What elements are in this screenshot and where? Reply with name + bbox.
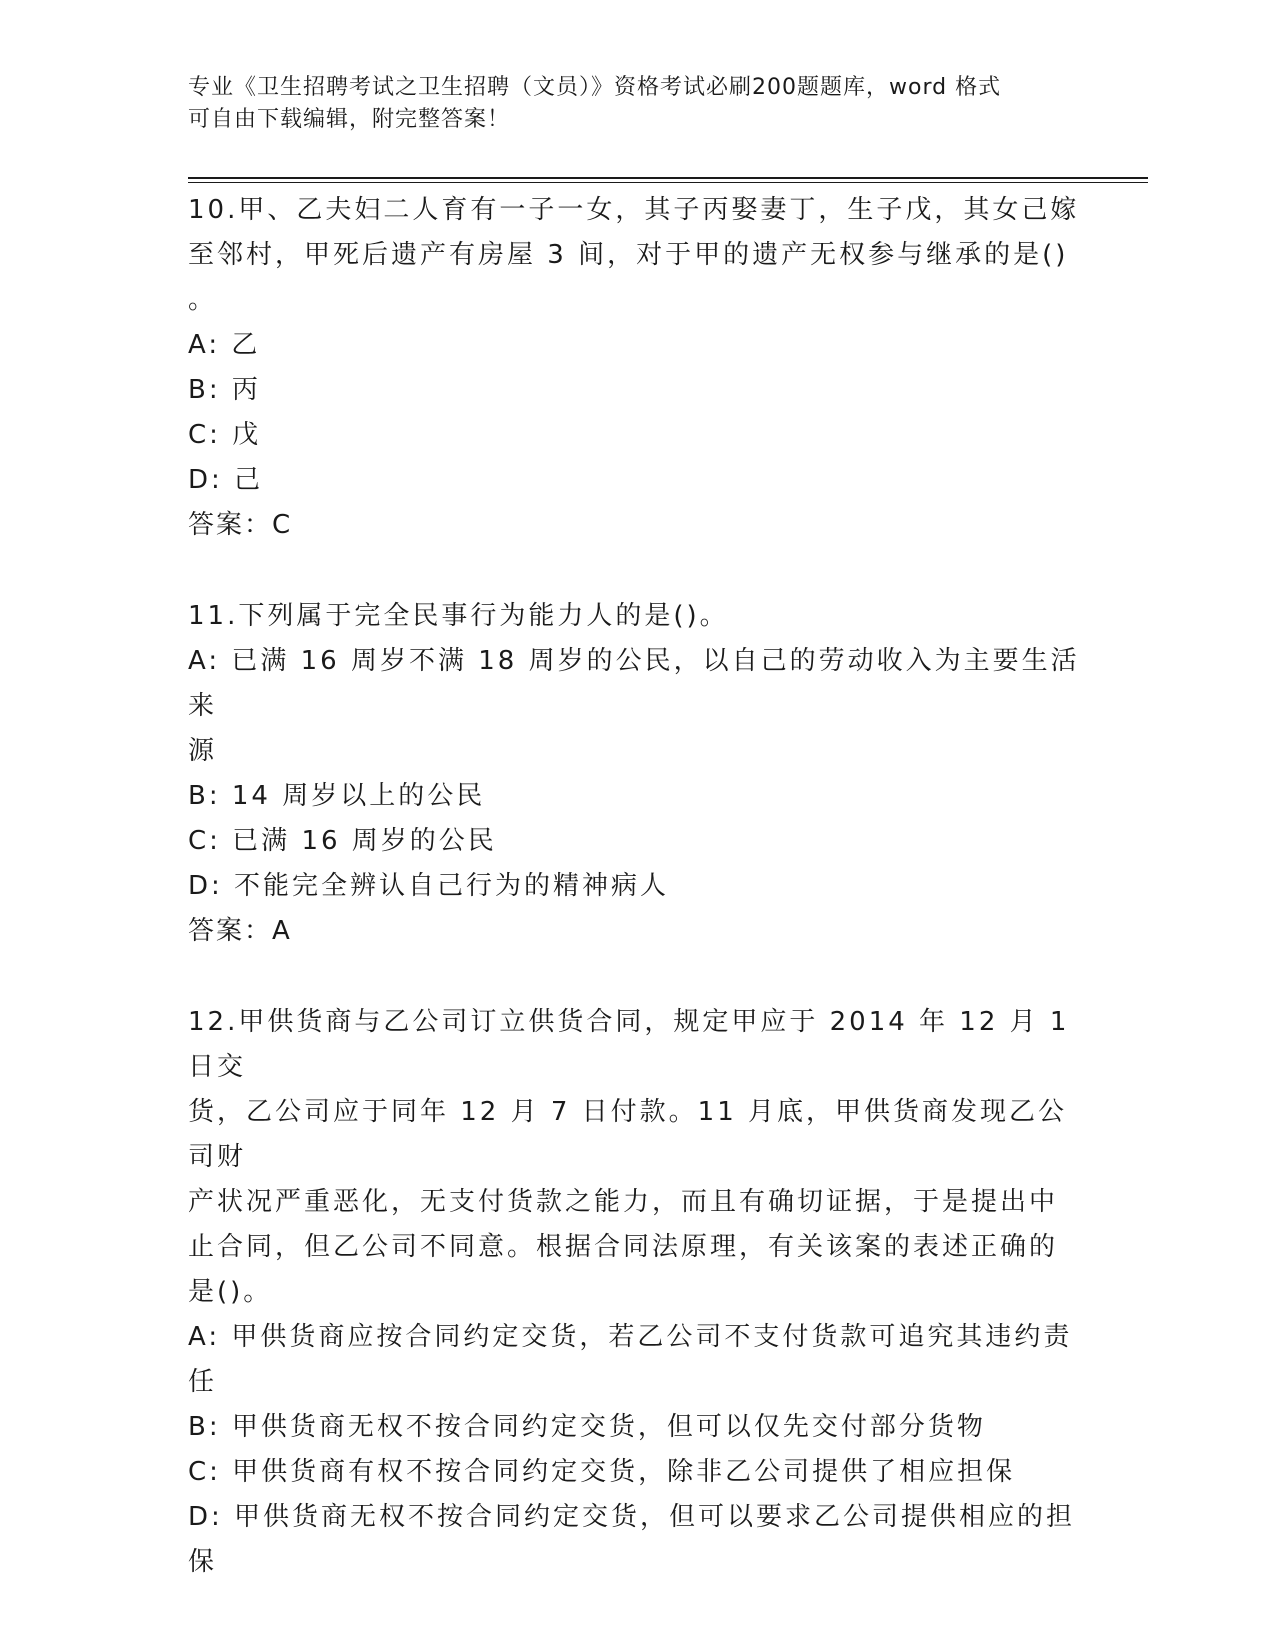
- document-header: [188, 72, 1068, 136]
- option-a-continued: 任: [188, 1367, 218, 1397]
- option-d-continued: 保: [188, 1547, 218, 1577]
- question-list: [188, 188, 1088, 1631]
- option-b: B: 丙: [188, 375, 261, 405]
- question-text-line: 是()。: [188, 1277, 273, 1307]
- option-b: B: 甲供货商无权不按合同约定交货，但可以仅先交付部分货物: [188, 1412, 986, 1442]
- option-a: A: 甲供货商应按合同约定交货，若乙公司不支付货款可追究其违约责: [188, 1322, 1073, 1352]
- question-text-line: 至邻村，甲死后遗产有房屋 3 间，对于甲的遗产无权参与继承的是(): [188, 240, 1069, 270]
- question-text-line: 货，乙公司应于同年 12 月 7 日付款。11 月底，甲供货商发现乙公司财: [188, 1097, 1068, 1172]
- header-rule: [188, 177, 1148, 179]
- option-a: A: 已满 16 周岁不满 18 周岁的公民，以自己的劳动收入为主要生活来: [188, 646, 1080, 721]
- answer: 答案：C: [188, 510, 293, 540]
- option-c: C: 已满 16 周岁的公民: [188, 826, 497, 856]
- option-a: A: 乙: [188, 330, 261, 360]
- question-text-line: 产状况严重恶化，无支付货款之能力，而且有确切证据，于是提出中: [188, 1187, 1059, 1217]
- option-c: C: 戊: [188, 420, 262, 450]
- option-d: D: 己: [188, 465, 264, 495]
- question-11: [188, 594, 1088, 954]
- question-text-line: 。: [188, 285, 218, 315]
- option-d: D: 甲供货商无权不按合同约定交货，但可以要求乙公司提供相应的担: [188, 1502, 1076, 1532]
- header-line-1: 专业《卫生招聘考试之卫生招聘（文员）》资格考试必刷200题题库，word 格式: [188, 75, 1002, 100]
- option-a-continued: 源: [188, 736, 218, 766]
- question-text-line: 11.下列属于完全民事行为能力人的是()。: [188, 601, 729, 631]
- answer: 答案：A: [188, 916, 292, 946]
- question-10: [188, 188, 1088, 548]
- option-b: B: 14 周岁以上的公民: [188, 781, 486, 811]
- question-text-line: 12.甲供货商与乙公司订立供货合同，规定甲应于 2014 年 12 月 1 日交: [188, 1007, 1070, 1082]
- question-text-line: 止合同，但乙公司不同意。根据合同法原理，有关该案的表述正确的: [188, 1232, 1059, 1262]
- header-line-2: 可自由下载编辑，附完整答案！: [188, 107, 511, 132]
- option-c: C: 甲供货商有权不按合同约定交货，除非乙公司提供了相应担保: [188, 1457, 1016, 1487]
- header-rule-secondary: [188, 182, 1148, 183]
- question-text-line: 10.甲、乙夫妇二人育有一子一女，其子丙娶妻丁，生子戊，其女己嫁: [188, 195, 1080, 225]
- option-d: D: 不能完全辨认自己行为的精神病人: [188, 871, 670, 901]
- question-12: [188, 1000, 1088, 1585]
